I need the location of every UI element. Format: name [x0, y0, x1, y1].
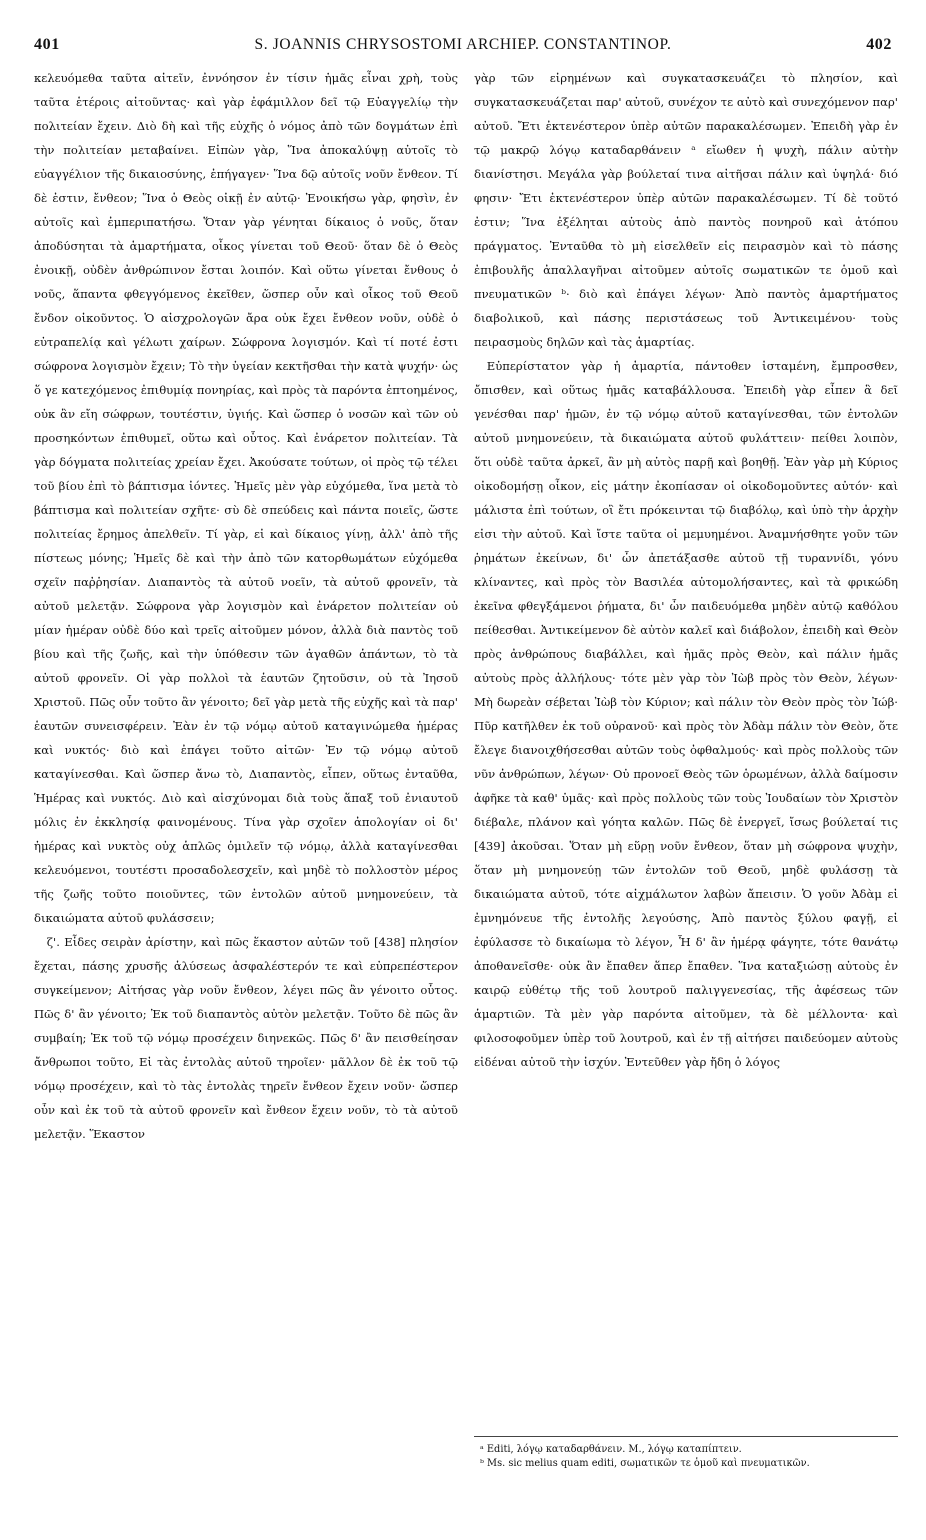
paragraph: Εὐπερίστατον γὰρ ἡ ἁμαρτία, πάντοθεν ἱσταμένη, ἔμπροσθεν, ὄπισθεν, καὶ οὕτως ἡμᾶς καταβάλλουσα. Ἐπειδὴ γὰρ εἶπεν ἃ δεῖ γενέσθαι παρ' ἡμῶν, ἐν τῷ νόμῳ αὐτοῦ καταγίνεσθαι, τῶν ἐντολῶν αὐτοῦ μνημονεύειν, τὰ δικαιώματα αὐτοῦ φυλάττειν· πείθει λοιπὸν, ὅτι οὐδὲ ταῦτα ἀρκεῖ, ἂν μὴ αὐτὸς παρῇ καὶ βοηθῇ. Ἐὰν γὰρ μὴ Κύριος οἰκοδομήσῃ οἶκον, εἰς μάτην ἐκοπίασαν οἱ οἰκοδομοῦντες αὐτόν· καὶ μάλιστα ἐπὶ τούτων, οἳ ἔτι πρόκεινται τῷ διαβόλῳ, καὶ ὑπὸ τὴν ἀρχὴν εἰσι τὴν αὐτοῦ. Καὶ ἴστε ταῦτα οἱ μεμυημένοι. Ἀναμνήσθητε γοῦν τῶν ῥημάτων ἐκείνων, δι' ὧν ἀπετάξασθε αὐτοῦ τῇ τυραννίδι, γόνυ κλίναντες, καὶ πρὸς τὸν Βασιλέα αὐτομολήσαντες, καὶ τὰ φρικώδη ἐκεῖνα φθεγξάμενοι ῥήματα, δι' ὧν παιδευόμεθα μηδὲν αὐτῷ καθόλου πείθεσθαι. Ἀντικείμενον δὲ αὐτὸν καλεῖ καὶ διάβολον, ἐπειδὴ καὶ Θεὸν πρὸς ἀνθρώπους διαβάλλει, καὶ ἡμᾶς πρὸς Θεὸν, καὶ πάλιν ἡμᾶς αὐτοὺς πρὸς ἀλλήλους· τότε μὲν γὰρ τὸν Ἰὼβ πρὸς τὸν Θεὸν, λέγων· Μὴ δωρεὰν σέβεται Ἰὼβ τὸν Κύριον; καὶ πάλιν τὸν Θεὸν πρὸς τὸν Ἰώβ· Πῦρ κατῆλθεν ἐκ τοῦ οὐρανοῦ· καὶ πρὸς τὸν Ἀδὰμ πάλιν τὸν Θεὸν, ὅτε ἔλεγε διανοιχθήσεσθαι αὐτῶν τοὺς ὀφθαλμούς· καὶ πρὸς πολλοὺς τῶν νῦν ἀνθρώπων, λέγων· Οὐ προνοεῖ Θεὸς τῶν ὁρωμένων, ἀλλὰ δαίμοσιν ἀφῆκε τὰ καθ' ὑμᾶς· καὶ πρὸς πολλοὺς τῶν τοὺς Ἰουδαίων τὸν Χριστὸν διέβαλε, πλάνον καὶ γόητα καλῶν. Πῶς δὲ ἐνεργεῖ, ἴσως βούλεταί τις [439] ἀκοῦσαι. Ὅταν μὴ εὕρῃ νοῦν ἔνθεον, ὅταν μὴ σώφρονα ψυχὴν, ὅταν μὴ μνημονεύῃ τῶν ἐντολῶν τοῦ Θεοῦ, μηδὲ φυλάσσῃ τὰ δικαιώματα αὐτοῦ, τότε αἰχμάλωτον λαβὼν ἄπεισιν. Ὁ γοῦν Ἀδὰμ εἰ ἐμνημόνευε τῆς ἐντολῆς λεγούσης, Ἀπὸ παντὸς ξύλου φαγῇ, εἰ ἐφύλασσε τὸ δικαίωμα τὸ λέγον, Ἧ δ' ἂν ἡμέρᾳ φάγητε, τότε θανάτῳ ἀποθανεῖσθε· οὐκ ἂν ἔπαθεν ἅπερ ἔπαθεν. Ἵνα καταξιώσῃ αὐτοὺς ἐν καιρῷ εὐθέτῳ τῆς τοῦ λουτροῦ παλιγγενεσίας, τῆς ἀφέσεως τῶν ἁμαρτιῶν. Τὰ μὲν γὰρ παρόντα αἰτοῦμεν, τὰ δὲ μέλλοντα· καὶ φιλοσοφοῦμεν ὑπὲρ τοῦ λουτροῦ, καὶ ἐν τῇ αἰτήσει παιδεύομεν αὐτοὺς εἰδέναι αὐτοῦ τὴν ἰσχύν. Ἐντεῦθεν γὰρ ἤδη ὁ λόγος — [474, 359, 898, 1069]
footnote: ᵃ Editi, λόγῳ καταδαρθάνειν. M., λόγῳ καταπίπτειν. — [480, 1444, 742, 1455]
paragraph: ζ'. Εἶδες σειρὰν ἀρίστην, καὶ πῶς ἕκαστον αὐτῶν τοῦ [438] πλησίον ἔχεται, πάσης χρυσῆς ἁλύσεως ἀσφαλέστερόν τε καὶ εὐπρεπέστερον συγκείμενον; Αἰτήσας γὰρ νοῦν ἔνθεον, λέγει πῶς ἂν γένοιτο οὗτος. Πῶς δ' ἂν γένοιτο; Ἐκ τοῦ διαπαντὸς αὐτὸν μελετᾷν. Τοῦτο δὲ πῶς ἂν συμβαίη; Ἐκ τοῦ τῷ νόμῳ προσέχειν διηνεκῶς. Πῶς δ' ἂν πεισθείησαν ἄνθρωποι τοῦτο, Εἰ τὰς ἐντολὰς αὐτοῦ τηροῖεν· μᾶλλον δὲ ἐκ τοῦ τῷ νόμῳ προσέχειν, καὶ τὸ τὰς ἐντολὰς τηρεῖν ἔνθεον ἔχειν νοῦν· ὥσπερ οὖν καὶ ἐκ τοῦ τὰ αὐτοῦ φρονεῖν καὶ ἔνθεον ἔχειν νοῦν, τὸ τὰ αὐτοῦ μελετᾷν. Ἕκαστον — [34, 935, 458, 1141]
left-column — [34, 66, 458, 1146]
running-head: S. JOANNIS CHRYSOSTOMI ARCHIEP. CONSTANTINOP. — [254, 36, 672, 53]
footnotes — [474, 1436, 898, 1471]
paragraph: γὰρ τῶν εἰρημένων καὶ συγκατασκευάζει τὸ πλησίον, καὶ συγκατασκευάζεται παρ' αὐτοῦ, συνέχον τε αὐτὸ καὶ συνεχόμενον παρ' αὐτοῦ. Ἔτι ἐκτενέστερον ὑπὲρ αὐτῶν παρακαλέσωμεν. Ἐπειδὴ γὰρ ἐν τῷ μακρῷ λόγῳ καταδαρθάνειν ᵃ εἴωθεν ἡ ψυχὴ, πάλιν αὐτὴν διανίστησι. Μεγάλα γὰρ βούλεταί τινα αἰτῆσαι πάλιν καὶ ὑψηλά· διό φησιν· Ἔτι ἐκτενέστερον ὑπὲρ αὐτῶν παρακαλέσωμεν. Τί δὲ τοῦτό ἐστιν; Ἵνα ἐξέληται αὐτοὺς ἀπὸ παντὸς πονηροῦ καὶ ἀτόπου πράγματος. Ἐνταῦθα τὸ μὴ εἰσελθεῖν εἰς πειρασμὸν καὶ τὸ πάσης ἐπιβουλῆς ἀπαλλαγῆναι αἰτοῦμεν αὐτοῖς σωματικῶν τε ὁμοῦ καὶ πνευματικῶν ᵇ· διὸ καὶ ἐπάγει λέγων· Ἀπὸ παντὸς ἁμαρτήματος διαβολικοῦ, καὶ πάσης περιστάσεως τοῦ Ἀντικειμένου· τοὺς πειρασμοὺς δηλῶν καὶ τὰς ἁμαρτίας. — [474, 71, 898, 349]
right-page-number: 402 — [866, 36, 892, 53]
footnote: ᵇ Ms. sic melius quam editi, σωματικῶν τε ὁμοῦ καὶ πνευματικῶν. — [480, 1458, 810, 1469]
right-column — [474, 66, 898, 1074]
left-page-number: 401 — [34, 36, 60, 53]
page-header — [34, 36, 892, 60]
paragraph: κελευόμεθα ταῦτα αἰτεῖν, ἐννόησον ἐν τίσιν ἡμᾶς εἶναι χρὴ, τοὺς ταῦτα ἑτέροις αἰτοῦντας· καὶ γὰρ ἐφάμιλλον δεῖ τῷ Εὐαγγελίῳ τὴν πολιτείαν ἔχειν. Διὸ δὴ καὶ τῆς εὐχῆς ὁ νόμος ἀπὸ τῶν δογμάτων ἐπὶ τὴν πολιτείαν μεταβαίνει. Εἰπὼν γὰρ, Ἵνα ἀποκαλύψῃ αὐτοῖς τὸ εὐαγγέλιον τῆς δικαιοσύνης, ἐπήγαγεν· Ἵνα δῷ αὐτοῖς νοῦν ἔνθεον. Τί δὲ ἐστιν, ἔνθεον; Ἵνα ὁ Θεὸς οἰκῇ ἐν αὐτῷ· Ἐνοικήσω γὰρ, φησὶν, ἐν αὐτοῖς καὶ ἐμπεριπατήσω. Ὅταν γὰρ γένηται δίκαιος ὁ νοῦς, ὅταν ἀποδύσηται τὰ ἁμαρτήματα, οἶκος γίνεται τοῦ Θεοῦ· ὅταν δὲ ὁ Θεὸς ἐνοικῇ, οὐδὲν ἀνθρώπινον ἔσται λοιπόν. Καὶ οὕτω γίνεται ἔνθους ὁ νοῦς, ἅπαντα φθεγγόμενος ἐκεῖθεν, ὥσπερ οὖν καὶ οἶκος τοῦ Θεοῦ ἔνδον οἰκοῦντος. Ὁ αἰσχρολογῶν ἄρα οὐκ ἔχει ἔνθεον νοῦν, οὐδὲ ὁ εὐτραπελίᾳ καὶ γέλωτι χαίρων. Σώφρονα λογισμόν. Καὶ τί ποτέ ἐστι σώφρονα λογισμὸν ἔχειν; Τὸ τὴν ὑγείαν κεκτῆσθαι τὴν κατὰ ψυχήν· ὡς ὅ γε κατεχόμενος ἐπιθυμίᾳ πονηρίας, καὶ πρὸς τὰ παρόντα ἐπτοημένος, οὐκ ἂν εἴη σώφρων, τουτέστιν, ὑγιής. Καὶ ὥσπερ ὁ νοσῶν καὶ τῶν οὐ προσηκόντων ἐπιθυμεῖ, οὕτω καὶ οὗτος. Καὶ ἐνάρετον πολιτείαν. Τὰ γὰρ δόγματα πολιτείας χρείαν ἔχει. Ἀκούσατε τούτων, οἱ πρὸς τῷ τέλει τοῦ βίου ἐπὶ τὸ βάπτισμα ἰόντες. Ἡμεῖς μὲν γὰρ εὐχόμεθα, ἵνα μετὰ τὸ βάπτισμα καὶ πολιτείαν σχῆτε· σὺ δὲ σπεύδεις καὶ πάντα ποιεῖς, ὥστε πολιτείας ἔρημος ἀπελθεῖν. Τί γὰρ, εἰ καὶ δίκαιος γίνῃ, ἀλλ' ἀπὸ τῆς πίστεως μόνης; Ἡμεῖς δὲ καὶ τὴν ἀπὸ τῶν κατορθωμάτων εὐχόμεθα σχεῖν παῤῥησίαν. Διαπαντὸς τὰ αὐτοῦ νοεῖν, τὰ αὐτοῦ φρονεῖν, τὰ αὐτοῦ μελετᾷν. Σώφρονα γὰρ λογισμὸν καὶ ἐνάρετον πολιτείαν οὐ μίαν ἡμέραν οὐδὲ δύο καὶ τρεῖς αἰτοῦμεν μόνον, ἀλλὰ διὰ παντὸς τοῦ βίου καὶ τῆς ζωῆς, καὶ τὴν ὑπόθεσιν τῶν ἀγαθῶν ἁπάντων, τὸ τὰ αὐτοῦ φρονεῖν. Οἱ γὰρ πολλοὶ τὰ ἑαυτῶν ζητοῦσιν, οὐ τὰ Ἰησοῦ Χριστοῦ. Πῶς οὖν τοῦτο ἂν γένοιτο; δεῖ γὰρ μετὰ τῆς εὐχῆς καὶ τὰ παρ' ἑαυτῶν συνεισφέρειν. Ἐὰν ἐν τῷ νόμῳ αὐτοῦ καταγινώμεθα ἡμέρας καὶ νυκτός· διὸ καὶ ἐπάγει τοῦτο αἰτῶν· Ἐν τῷ νόμῳ αὐτοῦ καταγίνεσθαι. Καὶ ὥσπερ ἄνω τὸ, Διαπαντὸς, εἶπεν, οὕτως ἐνταῦθα, Ἡμέρας καὶ νυκτός. Διὸ καὶ αἰσχύνομαι διὰ τοὺς ἅπαξ τοῦ ἐνιαυτοῦ μόλις ἐν ἐκκλησίᾳ φαινομένους. Τίνα γὰρ σχοῖεν ἀπολογίαν οἱ δι' ἡμέρας καὶ νυκτὸς οὐχ ἁπλῶς ὁμιλεῖν τῷ νόμῳ, ἀλλὰ καταγίνεσθαι κελευόμενοι, τουτέστι προσαδολεσχεῖν, καὶ μηδὲ τὸ πολλοστὸν μέρος τῆς ζωῆς τοῦτο ποιοῦντες, τῶν ἐντολῶν αὐτοῦ μνημονεύειν, τὰ δικαιώματα αὐτοῦ φυλάσσειν; — [34, 71, 458, 925]
